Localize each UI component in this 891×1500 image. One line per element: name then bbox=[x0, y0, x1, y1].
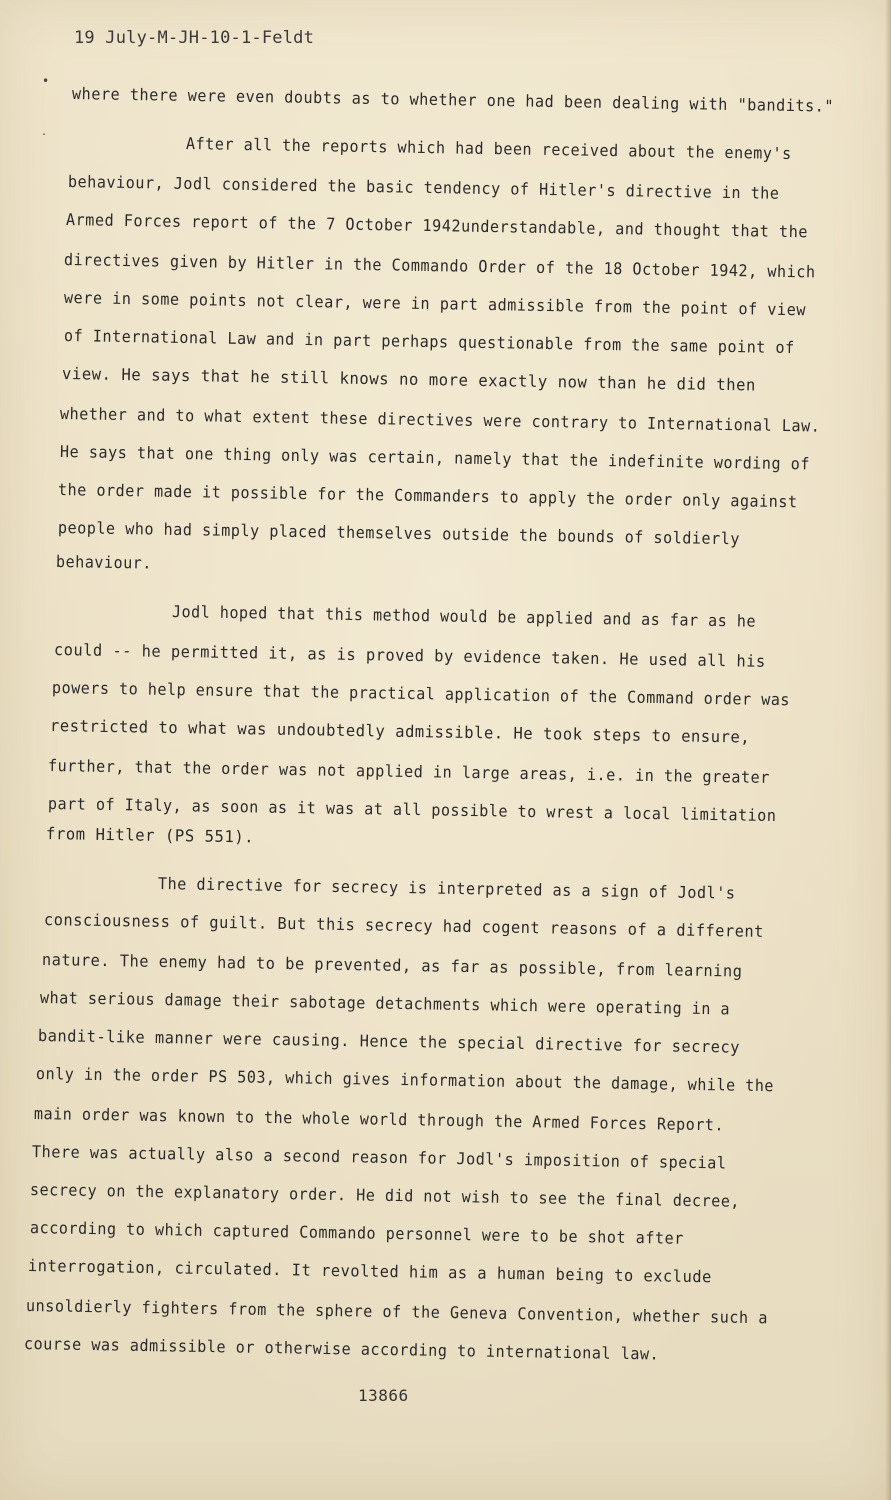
text-line: nature. The enemy had to be prevented, as far as possible, from learning bbox=[41, 950, 743, 981]
text-line: restricted to what was undoubtedly admissible. He took steps to ensure, bbox=[49, 716, 751, 747]
margin-tick-mark: ․ bbox=[42, 124, 47, 138]
text-line: from Hitler (PS 551). bbox=[45, 824, 255, 847]
margin-tick-mark: • bbox=[42, 74, 50, 88]
text-line: unsoldierly fighters from the sphere of the Geneva Convention, whether such a bbox=[25, 1296, 769, 1328]
text-line: the order made it possible for the Commanders to apply the order only against bbox=[57, 480, 798, 512]
text-line: part of Italy, as soon as it was at all possible to wrest a local limitation bbox=[47, 794, 777, 826]
text-line: bandit-like manner were causing. Hence the special directive for secrecy bbox=[37, 1026, 741, 1057]
text-line: main order was known to the whole world through the Armed Forces Report. bbox=[33, 1104, 725, 1135]
text-line: consciousness of guilt. But this secrecy had cogent reasons of a different bbox=[43, 910, 765, 941]
text-line: The directive for secrecy is interpreted as a sign of Jodl's bbox=[157, 874, 736, 903]
text-line: according to which captured Commando personnel were to be shot after bbox=[29, 1218, 684, 1248]
text-line: directives given by Hitler in the Commando Order of the 18 October 1942, which bbox=[63, 250, 816, 282]
text-line: behaviour, Jodl considered the basic tendency of Hitler's directive in the bbox=[67, 172, 780, 203]
text-line: powers to help ensure that the practical application of the Command order was bbox=[51, 678, 791, 710]
text-line: secrecy on the explanatory order. He did not wish to see the final decree, bbox=[29, 1180, 741, 1211]
text-line: There was actually also a second reason for Jodl's imposition of special bbox=[31, 1142, 727, 1173]
text-line: interrogation, circulated. It revolted him as a human being to exclude bbox=[27, 1256, 713, 1287]
text-line: what serious damage their sabotage detachments which were operating in a bbox=[39, 988, 731, 1019]
document-reference-header: 19 July-M-JH-10-1-Feldt bbox=[74, 28, 315, 48]
text-line: Armed Forces report of the 7 October 1942understandable, and thought that the bbox=[65, 210, 809, 242]
text-line: Jodl hoped that this method would be applied and as far as he bbox=[171, 602, 757, 631]
text-line: where there were even doubts as to whether one had been dealing with "bandits." bbox=[71, 84, 835, 116]
text-line: view. He says that he still knows no more exactly now than he did then bbox=[61, 364, 757, 395]
text-line: further, that the order was not applied in large areas, i.e. in the greater bbox=[47, 756, 771, 787]
text-line: After all the reports which had been received about the enemy's bbox=[185, 134, 792, 164]
text-line: of International Law and in part perhaps questionable from the same point of bbox=[63, 326, 795, 358]
text-line: whether and to what extent these directives were contrary to International Law. bbox=[59, 404, 821, 436]
page-number: 13866 bbox=[358, 1386, 409, 1405]
text-line: could -- he permitted it, as is proved by evidence taken. He used all his bbox=[53, 640, 766, 671]
text-line: were in some points not clear, were in part admissible from the point of view bbox=[63, 288, 807, 320]
text-line: He says that one thing only was certain, namely that the indefinite wording of bbox=[59, 442, 811, 474]
text-line: only in the order PS 503, which gives information about the damage, while the bbox=[35, 1064, 775, 1096]
text-line: behaviour. bbox=[55, 552, 153, 573]
text-line: course was admissible or otherwise according to international law. bbox=[23, 1334, 660, 1364]
text-line: people who had simply placed themselves outside the bounds of soldierly bbox=[57, 518, 741, 549]
